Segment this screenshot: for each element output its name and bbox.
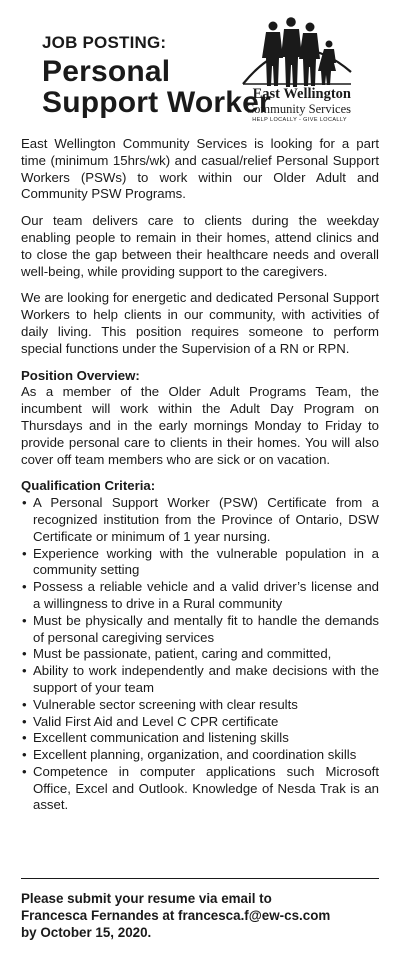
intro-paragraph-3: We are looking for energetic and dedicated Personal Support Workers to help clients in our community, with activities of daily living. This position requires someone to perform special functions under the Supervision of a RN or RPN. bbox=[21, 290, 379, 356]
logo-name: East Wellington bbox=[252, 86, 351, 102]
posting-header bbox=[21, 0, 379, 130]
list-item: • Excellent communication and listening skills bbox=[21, 730, 379, 747]
qualifications-heading: Qualification Criteria: bbox=[21, 478, 156, 494]
list-item: • A Personal Support Worker (PSW) Certificate from a recognized institution from the Province of Ontario, DSW Certificate or minimum of 1 year nursing. bbox=[21, 495, 379, 545]
posting-body bbox=[21, 136, 379, 814]
footer-line-2[interactable]: Francesca Fernandes at francesca.f@ew-cs.com bbox=[21, 908, 331, 924]
intro-paragraph-2: Our team delivers care to clients during the weekday enabling people to remain in their homes, attend clinics and to close the gap between their healthcare needs and overall well-being, while providing support to the caregivers. bbox=[21, 213, 379, 279]
list-item: • Possess a reliable vehicle and a valid driver’s license and a willingness to drive in a Rural community bbox=[21, 579, 379, 613]
divider bbox=[21, 878, 379, 879]
application-instructions bbox=[21, 890, 379, 942]
logo-tagline: HELP LOCALLY - GIVE LOCALLY bbox=[252, 117, 347, 123]
list-item: • Must be passionate, patient, caring and committed, bbox=[21, 646, 379, 663]
logo-subtitle: Community Services bbox=[245, 102, 351, 116]
list-item: • Valid First Aid and Level C CPR certificate bbox=[21, 714, 379, 731]
qualifications-list bbox=[21, 495, 379, 814]
posting-kicker: JOB POSTING: bbox=[42, 33, 167, 52]
job-title-line-1: Personal bbox=[42, 55, 171, 88]
footer-line-1: Please submit your resume via email to bbox=[21, 891, 272, 906]
footer-line-3: by October 15, 2020. bbox=[21, 925, 152, 941]
list-item: • Competence in computer applications such Microsoft Office, Excel and Outlook. Knowledge of Nesda Trak is an asset. bbox=[21, 764, 379, 814]
list-item: • Must be physically and mentally fit to handle the demands of personal caregiving services bbox=[21, 613, 379, 647]
list-item: • Experience working with the vulnerable population in a community setting bbox=[21, 546, 379, 580]
intro-paragraph-1: East Wellington Community Services is looking for a part time (minimum 15hrs/wk) and casual/relief Personal Support Workers (PSWs) to work within our Older Adult and Community PSW Programs. bbox=[21, 136, 379, 202]
list-item: • Excellent planning, organization, and coordination skills bbox=[21, 747, 379, 764]
job-title-line-2: Support Worker bbox=[42, 86, 271, 119]
overview-heading: Position Overview: bbox=[21, 367, 140, 383]
overview-text: As a member of the Older Adult Programs Team, the incumbent will work within the Adult Day Program on Thursdays and in the early mornings Monday to Friday to provide personal care to clients in their homes. You will also cover off team members who are sick or on vacation. bbox=[21, 384, 379, 467]
list-item: • Vulnerable sector screening with clear results bbox=[21, 697, 379, 714]
list-item: • Ability to work independently and make decisions with the support of your team bbox=[21, 663, 379, 697]
organization-logo bbox=[229, 14, 357, 122]
